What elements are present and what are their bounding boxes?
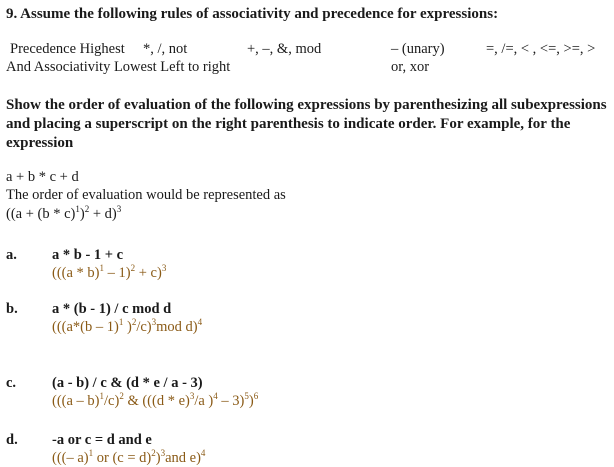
problem-b-expression: a * (b - 1) / c mod d xyxy=(52,301,172,317)
example-expression: a + b * c + d xyxy=(6,169,79,185)
problem-b-answer: (((a*(b – 1)$^1$ )$^2$/c)$^3$mod d)$^4$ xyxy=(52,317,203,335)
problem-d-label: d. xyxy=(6,432,18,448)
problem-c-label: c. xyxy=(6,375,17,391)
associativity-label: And Associativity Lowest Left to right xyxy=(6,59,231,75)
precedence-level-lowest: or, xor xyxy=(391,59,430,75)
problem-b-label: b. xyxy=(6,301,18,317)
problem-a-expression: a * b - 1 + c xyxy=(52,247,124,263)
example-description: The order of evaluation would be represented as xyxy=(6,187,286,203)
precedence-level-1: *, /, not xyxy=(143,41,188,57)
precedence-level-2: +, –, &, mod xyxy=(247,41,322,57)
precedence-level-4: =, /=, < , <=, >=, > xyxy=(486,41,596,57)
problem-c-expression: (a - b) / c & (d * e / a - 3) xyxy=(52,375,203,391)
example-answer: $((a + (b * c)^1)^2 + d)^3$ xyxy=(6,204,122,222)
question-heading: 9. Assume the following rules of associativity and precedence for expressions: xyxy=(6,6,499,22)
problem-d-answer: (((– a)$^1$ or (c = d)$^2$)$^3$and e)$^4$ xyxy=(52,448,206,466)
precedence-level-3: – (unary) xyxy=(391,41,445,57)
instructions-paragraph: Show the order of evaluation of the following expressions by parenthesizing all subexpressions and placing a superscript on the right parenthesis to indicate order. For example, for the expression xyxy=(6,97,607,151)
problem-a-answer: $(((a * b)^1 - 1)^2 + c)^3$ xyxy=(52,263,167,281)
problem-d-expression: -a or c = d and e xyxy=(52,432,152,448)
problem-c-answer: (((a – b)$^1$/c)$^2$ & (((d * e)$^3$/a )$^4$ – 3)$^5$)$^6$ xyxy=(52,391,259,409)
problem-a-label: a. xyxy=(6,247,17,263)
precedence-label: Precedence Highest xyxy=(10,41,125,57)
